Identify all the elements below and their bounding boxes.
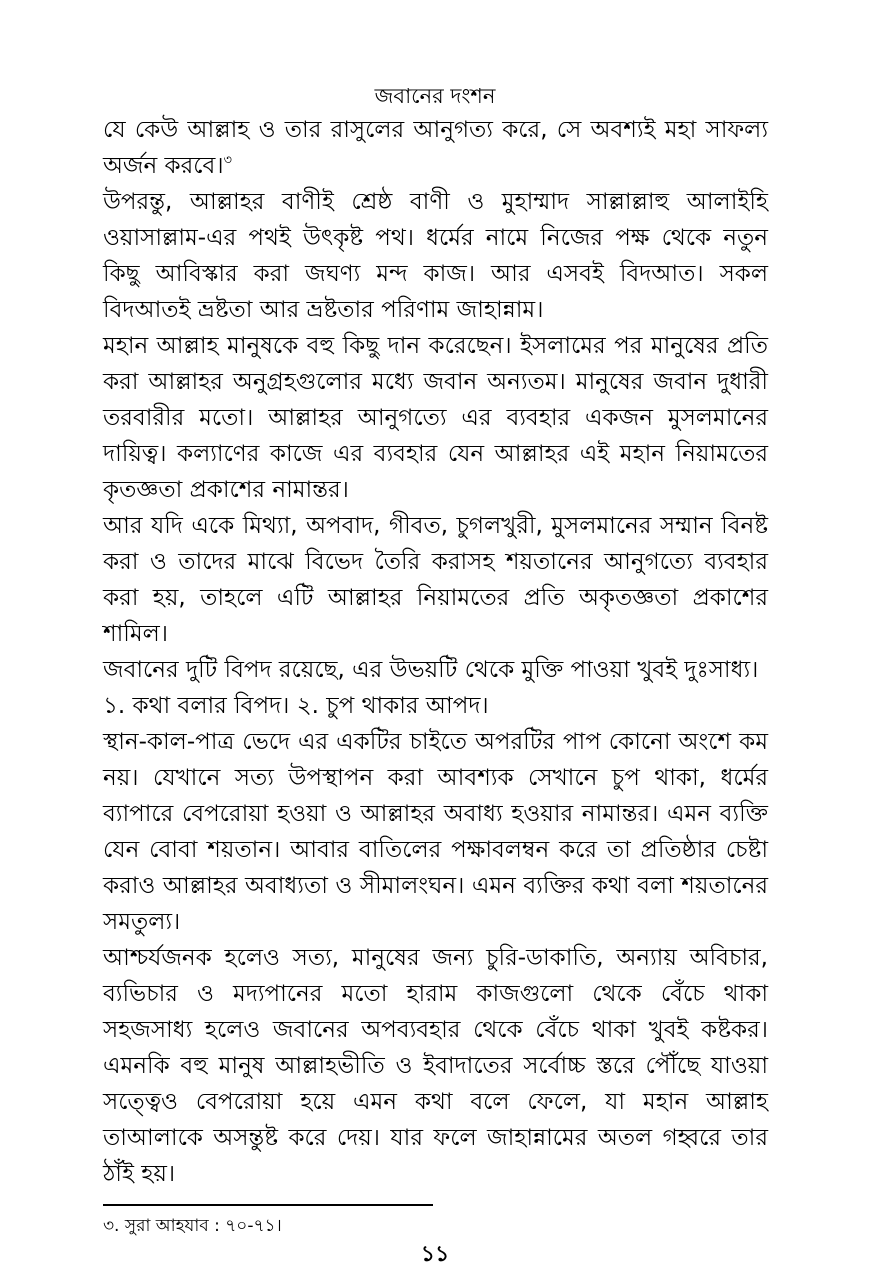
footnote-reference: ৩ xyxy=(223,153,232,168)
body-text xyxy=(103,112,768,1192)
paragraph: জবানের দুটি বিপদ রয়েছে, এর উভয়টি থেকে মুক্তি পাওয়া খুবই দুঃসাধ্য। xyxy=(103,657,759,683)
paragraph: আশ্চর্যজনক হলেও সত্য, মানুষের জন্য চুরি-ডাকাতি, অন্যায় অবিচার, ব্যভিচার ও মদ্যপানের মতো হারাম কাজগুলো থেকে বেঁচে থাকা সহজসাধ্য হলেও জবানের অপব্যবহার থেকে বেঁচে থাকা খুবই কষ্টকর। এমনকি বহু মানুষ আল্লাহভীতি ও ইবাদাতের সর্বোচ্চ স্তরে পৌঁছে যাওয়া সত্ত্বেও বেপরোয়া হয়ে এমন কথা বলে ফেলে, যা মহান আল্লাহ তাআলাকে অসন্তুষ্ট করে দেয়। যার ফলে জাহান্নামের অতল গহ্বরে তার ঠাঁই হয়। xyxy=(103,945,768,1187)
page-number: ১১ xyxy=(420,1242,450,1267)
paragraph: যে কেউ আল্লাহ ও তার রাসুলের আনুগত্য করে, সে অবশ্যই মহা সাফল্য অর্জন করবে।$^৩$ xyxy=(103,117,768,179)
footnote-divider xyxy=(103,1204,433,1206)
paragraph: স্থান-কাল-পাত্র ভেদে এর একটির চাইতে অপরটির পাপ কোনো অংশে কম নয়। যেখানে সত্য উপস্থাপন করা আবশ্যক সেখানে চুপ থাকা, ধর্মের ব্যাপারে বেপরোয়া হওয়া ও আল্লাহর অবাধ্য হওয়ার নামান্তর। এমন ব্যক্তি যেন বোবা শয়তান। আবার বাতিলের পক্ষাবলম্বন করে তা প্রতিষ্ঠার চেষ্টা করাও আল্লাহর অবাধ্যতা ও সীমালংঘন। এমন ব্যক্তির কথা বলা শয়তানের সমতুল্য। xyxy=(103,729,768,935)
paragraph: আর যদি একে মিথ্যা, অপবাদ, গীবত, চুগলখুরী, মুসলমানের সম্মান বিনষ্ট করা ও তাদের মাঝে বিভেদ তৈরি করাসহ শয়তানের আনুগত্যে ব্যবহার করা হয়, তাহলে এটি আল্লাহর নিয়ামতের প্রতি অকৃতজ্ঞতা প্রকাশের শামিল। xyxy=(103,513,768,647)
paragraph: উপরন্তু, আল্লাহর বাণীই শ্রেষ্ঠ বাণী ও মুহাম্মাদ সাল্লাল্লাহু আলাইহি ওয়াসাল্লাম-এর পথই উৎকৃষ্ট পথ। ধর্মের নামে নিজের পক্ষ থেকে নতুন কিছু আবিস্কার করা জঘণ্য মন্দ কাজ। আর এসবই বিদআত। সকল বিদআতই ভ্রষ্টতা আর ভ্রষ্টতার পরিণাম জাহান্নাম। xyxy=(103,189,768,323)
footnote: ৩. সুরা আহযাব : ৭০-৭১। xyxy=(103,1216,282,1236)
running-header: জবানের দংশন xyxy=(374,84,496,108)
paragraph: ১. কথা বলার বিপদ। ২. চুপ থাকার আপদ। xyxy=(103,693,489,719)
paragraph: মহান আল্লাহ মানুষকে বহু কিছু দান করেছেন। ইসলামের পর মানুষের প্রতি করা আল্লাহর অনুগ্রহগুলোর মধ্যে জবান অন্যতম। মানুষের জবান দুধারী তরবারীর মতো। আল্লাহর আনুগত্যে এর ব্যবহার একজন মুসলমানের দায়িত্ব। কল্যাণের কাজে এর ব্যবহার যেন আল্লাহর এই মহান নিয়ামতের কৃতজ্ঞতা প্রকাশের নামান্তর। xyxy=(103,333,768,503)
